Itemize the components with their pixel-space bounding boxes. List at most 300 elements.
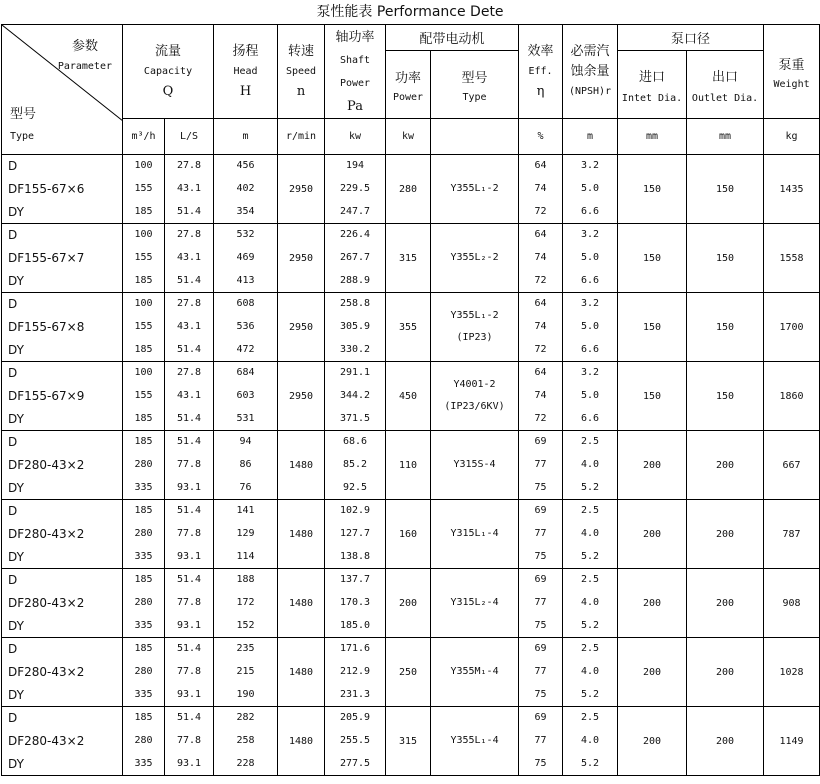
weight-cell: 1700 xyxy=(764,293,820,362)
head-cell-value: 190 xyxy=(236,688,255,700)
npsh-cell xyxy=(563,431,618,500)
flow-ls-cell-value: 93.1 xyxy=(176,481,202,493)
flow-ls-cell-value: 43.1 xyxy=(176,182,202,194)
eff-cell xyxy=(519,500,563,569)
npsh-cell-value: 6.6 xyxy=(581,343,600,355)
flow-ls-cell xyxy=(165,362,214,431)
npsh-cell-value: 5.0 xyxy=(581,389,600,401)
flow-m3h-cell-value: 185 xyxy=(134,643,153,655)
mtype-cell xyxy=(431,707,519,776)
outlet-header: 出口 Outlet Dia. xyxy=(687,51,764,119)
weight-cell: 1558 xyxy=(764,224,820,293)
flow-ls-cell xyxy=(165,500,214,569)
motor-header: 配带电动机 xyxy=(386,25,519,51)
mtype-value: (IP23) xyxy=(456,332,493,343)
flow-header: 流量 Capacity Q xyxy=(123,25,214,119)
eff-cell-value: 69 xyxy=(534,436,547,448)
npsh-cell-value: 3.2 xyxy=(581,367,600,379)
shaft-cell-value: 85.2 xyxy=(342,458,368,470)
eff-cell-value: 72 xyxy=(534,274,547,286)
performance-table xyxy=(1,24,820,776)
speed-cell: 1480 xyxy=(278,431,325,500)
eff-cell-value: 74 xyxy=(534,182,547,194)
model-cell-value: D xyxy=(8,504,18,519)
mpower-cell: 450 xyxy=(386,362,431,431)
outlet-cell: 200 xyxy=(687,569,764,638)
flow-ls-cell-value: 43.1 xyxy=(176,251,202,263)
npsh-cell-value: 5.0 xyxy=(581,251,600,263)
flow-ls-cell xyxy=(165,569,214,638)
npsh-cell-value: 6.6 xyxy=(581,412,600,424)
flow-ls-cell-value: 77.8 xyxy=(176,734,202,746)
mtype-cell xyxy=(431,431,519,500)
shaft-cell-value: 138.8 xyxy=(339,550,371,562)
mtype-value: Y355L₁-2 xyxy=(450,310,499,321)
head-cell-value: 114 xyxy=(236,550,255,562)
npsh-cell-value: 3.2 xyxy=(581,160,600,172)
inlet-cell: 150 xyxy=(618,224,687,293)
head-cell-value: 354 xyxy=(236,205,255,217)
model-cell-value: D xyxy=(8,573,18,588)
model-cell-value: DF155-67×6 xyxy=(8,181,85,196)
head-cell-value: 86 xyxy=(239,458,252,470)
unit-flow-m3h: m³/h xyxy=(123,119,165,155)
speed-cell: 2950 xyxy=(278,362,325,431)
speed-cell: 2950 xyxy=(278,224,325,293)
model-cell xyxy=(2,707,123,776)
flow-ls-cell-value: 43.1 xyxy=(176,389,202,401)
npsh-cell-value: 6.6 xyxy=(581,274,600,286)
model-cell-value: DF280-43×2 xyxy=(8,664,85,679)
model-en: Type xyxy=(10,131,35,142)
flow-ls-cell-value: 77.8 xyxy=(176,665,202,677)
weight-cell: 1860 xyxy=(764,362,820,431)
npsh-cell xyxy=(563,293,618,362)
unit-speed: r/min xyxy=(278,119,325,155)
mtype-cell xyxy=(431,224,519,293)
inlet-cell: 150 xyxy=(618,362,687,431)
model-cell-value: D xyxy=(8,711,18,726)
npsh-cell xyxy=(563,362,618,431)
flow-m3h-cell-value: 155 xyxy=(134,320,153,332)
head-cell-value: 402 xyxy=(236,182,255,194)
shaft-cell-value: 291.1 xyxy=(339,367,371,379)
head-header: 扬程 Head H xyxy=(214,25,278,119)
outlet-cell: 200 xyxy=(687,431,764,500)
head-cell-value: 472 xyxy=(236,343,255,355)
eff-cell-value: 69 xyxy=(534,712,547,724)
flow-ls-cell-value: 51.4 xyxy=(176,343,202,355)
head-cell-value: 456 xyxy=(236,160,255,172)
eff-cell-value: 75 xyxy=(534,619,547,631)
unit-mpower: kw xyxy=(386,119,431,155)
head-cell xyxy=(214,362,278,431)
flow-m3h-cell-value: 335 xyxy=(134,550,153,562)
shaft-cell-value: 231.3 xyxy=(339,688,371,700)
npsh-cell-value: 5.2 xyxy=(581,688,600,700)
flow-m3h-cell-value: 185 xyxy=(134,274,153,286)
shaft-cell-value: 68.6 xyxy=(342,436,368,448)
npsh-cell-value: 5.2 xyxy=(581,619,600,631)
eff-cell-value: 64 xyxy=(534,160,547,172)
flow-m3h-cell-value: 280 xyxy=(134,458,153,470)
head-cell-value: 469 xyxy=(236,251,255,263)
flow-m3h-cell-value: 155 xyxy=(134,182,153,194)
flow-m3h-cell xyxy=(123,569,165,638)
npsh-cell-value: 5.2 xyxy=(581,550,600,562)
shaft-cell-value: 247.7 xyxy=(339,205,371,217)
eff-cell xyxy=(519,293,563,362)
model-cell-value: D xyxy=(8,435,18,450)
shaft-cell-value: 92.5 xyxy=(342,481,368,493)
flow-ls-cell-value: 43.1 xyxy=(176,320,202,332)
flow-ls-cell-value: 77.8 xyxy=(176,458,202,470)
npsh-cell-value: 6.6 xyxy=(581,205,600,217)
unit-mtype xyxy=(431,119,519,155)
weight-cell: 1149 xyxy=(764,707,820,776)
flow-m3h-cell-value: 335 xyxy=(134,481,153,493)
eff-cell-value: 72 xyxy=(534,412,547,424)
flow-ls-cell-value: 51.4 xyxy=(176,574,202,586)
flow-m3h-cell xyxy=(123,362,165,431)
table-row xyxy=(2,638,820,707)
model-cell-value: DY xyxy=(8,687,24,702)
outlet-cell: 150 xyxy=(687,155,764,224)
mtype-cell xyxy=(431,155,519,224)
flow-m3h-cell xyxy=(123,500,165,569)
mtype-value: Y4001-2 xyxy=(453,379,496,390)
eff-cell-value: 77 xyxy=(534,527,547,539)
model-cell-value: DF155-67×9 xyxy=(8,388,85,403)
head-cell-value: 413 xyxy=(236,274,255,286)
flow-m3h-cell-value: 335 xyxy=(134,619,153,631)
flow-m3h-cell-value: 280 xyxy=(134,665,153,677)
speed-cell: 2950 xyxy=(278,155,325,224)
table-row xyxy=(2,362,820,431)
head-cell-value: 228 xyxy=(236,757,255,769)
model-cell-value: DY xyxy=(8,549,24,564)
model-cell-value: DF280-43×2 xyxy=(8,595,85,610)
head-cell-value: 282 xyxy=(236,712,255,724)
flow-ls-cell-value: 51.4 xyxy=(176,205,202,217)
shaft-cell-value: 194 xyxy=(345,160,365,172)
unit-weight: kg xyxy=(764,119,820,155)
mpower-cell: 315 xyxy=(386,224,431,293)
npsh-cell-value: 2.5 xyxy=(581,505,600,517)
outlet-cell: 200 xyxy=(687,500,764,569)
mtype-value: Y315L₁-4 xyxy=(450,528,499,539)
npsh-cell xyxy=(563,224,618,293)
port-header: 泵口径 xyxy=(618,25,764,51)
eff-header: 效率 Eff. η xyxy=(519,25,563,119)
model-cell xyxy=(2,500,123,569)
flow-m3h-cell xyxy=(123,707,165,776)
shaft-cell-value: 102.9 xyxy=(339,505,371,517)
flow-ls-cell xyxy=(165,431,214,500)
flow-m3h-cell-value: 155 xyxy=(134,389,153,401)
eff-cell-value: 77 xyxy=(534,458,547,470)
speed-cell: 1480 xyxy=(278,707,325,776)
flow-ls-cell xyxy=(165,155,214,224)
model-cell-value: DF280-43×2 xyxy=(8,457,85,472)
mpower-cell: 355 xyxy=(386,293,431,362)
head-cell-value: 94 xyxy=(239,436,252,448)
eff-cell xyxy=(519,362,563,431)
model-cell-value: DF155-67×8 xyxy=(8,319,85,334)
eff-cell-value: 64 xyxy=(534,229,547,241)
npsh-cell-value: 4.0 xyxy=(581,458,600,470)
unit-head: m xyxy=(214,119,278,155)
npsh-cell-value: 4.0 xyxy=(581,596,600,608)
flow-ls-cell-value: 93.1 xyxy=(176,688,202,700)
flow-ls-cell xyxy=(165,293,214,362)
flow-ls-cell-value: 93.1 xyxy=(176,619,202,631)
weight-header: 泵重 Weight xyxy=(764,25,820,119)
shaft-cell-value: 127.7 xyxy=(339,527,371,539)
page-title: 泵性能表 Performance Dete xyxy=(316,4,504,20)
model-cell xyxy=(2,293,123,362)
shaft-cell-value: 344.2 xyxy=(339,389,371,401)
npsh-cell xyxy=(563,707,618,776)
flow-m3h-cell-value: 185 xyxy=(134,712,153,724)
speed-cell: 1480 xyxy=(278,500,325,569)
inlet-cell: 150 xyxy=(618,293,687,362)
npsh-cell xyxy=(563,638,618,707)
mtype-cell xyxy=(431,638,519,707)
flow-m3h-cell xyxy=(123,224,165,293)
mtype-value: Y355M₁-4 xyxy=(450,666,499,677)
unit-npsh: m xyxy=(563,119,618,155)
flow-m3h-cell xyxy=(123,293,165,362)
model-cell-value: D xyxy=(8,297,18,312)
npsh-cell-value: 5.0 xyxy=(581,320,600,332)
shaft-cell xyxy=(325,224,386,293)
head-cell xyxy=(214,500,278,569)
model-cell xyxy=(2,362,123,431)
shaft-cell-value: 255.5 xyxy=(339,734,371,746)
inlet-cell: 150 xyxy=(618,155,687,224)
eff-cell-value: 77 xyxy=(534,596,547,608)
model-cell xyxy=(2,569,123,638)
speed-cell: 1480 xyxy=(278,638,325,707)
mtype-value: (IP23/6KV) xyxy=(444,401,505,412)
head-cell-value: 258 xyxy=(236,734,255,746)
flow-m3h-cell-value: 155 xyxy=(134,251,153,263)
outlet-cell: 150 xyxy=(687,224,764,293)
model-cell-value: DF280-43×2 xyxy=(8,526,85,541)
head-cell xyxy=(214,638,278,707)
mpower-cell: 160 xyxy=(386,500,431,569)
npsh-cell xyxy=(563,569,618,638)
shaft-cell-value: 371.5 xyxy=(339,412,371,424)
mtype-value: Y315L₂-4 xyxy=(450,597,499,608)
flow-m3h-cell-value: 100 xyxy=(134,367,153,379)
inlet-cell: 200 xyxy=(618,707,687,776)
eff-cell-value: 75 xyxy=(534,550,547,562)
mtype-cell xyxy=(431,500,519,569)
npsh-cell xyxy=(563,155,618,224)
eff-cell xyxy=(519,155,563,224)
head-cell xyxy=(214,431,278,500)
mtype-cell xyxy=(431,362,519,431)
model-cell-value: DY xyxy=(8,411,24,426)
eff-cell-value: 74 xyxy=(534,389,547,401)
flow-ls-cell-value: 77.8 xyxy=(176,596,202,608)
head-cell-value: 536 xyxy=(236,320,255,332)
flow-m3h-cell-value: 335 xyxy=(134,688,153,700)
head-cell-value: 608 xyxy=(236,298,255,310)
model-cell-value: DY xyxy=(8,480,24,495)
table-row xyxy=(2,500,820,569)
model-cell xyxy=(2,431,123,500)
flow-m3h-cell-value: 185 xyxy=(134,436,153,448)
eff-cell xyxy=(519,707,563,776)
shaft-cell xyxy=(325,638,386,707)
unit-eff: % xyxy=(519,119,563,155)
eff-cell-value: 72 xyxy=(534,205,547,217)
flow-ls-cell-value: 93.1 xyxy=(176,550,202,562)
eff-cell xyxy=(519,638,563,707)
npsh-cell-value: 3.2 xyxy=(581,229,600,241)
model-cell-value: D xyxy=(8,228,18,243)
header-row-1 xyxy=(2,25,820,51)
eff-cell-value: 74 xyxy=(534,251,547,263)
unit-inlet: mm xyxy=(618,119,687,155)
table-row xyxy=(2,431,820,500)
outlet-cell: 150 xyxy=(687,362,764,431)
head-cell-value: 141 xyxy=(236,505,255,517)
npsh-cell-value: 4.0 xyxy=(581,527,600,539)
eff-cell-value: 74 xyxy=(534,320,547,332)
shaft-cell xyxy=(325,293,386,362)
shaft-cell-value: 226.4 xyxy=(339,229,371,241)
shaft-cell xyxy=(325,155,386,224)
flow-ls-cell-value: 27.8 xyxy=(176,298,202,310)
head-cell-value: 684 xyxy=(236,367,255,379)
npsh-cell-value: 4.0 xyxy=(581,734,600,746)
eff-cell-value: 69 xyxy=(534,574,547,586)
eff-cell-value: 69 xyxy=(534,643,547,655)
inlet-header: 进口 Intet Dia. xyxy=(618,51,687,119)
flow-ls-cell-value: 27.8 xyxy=(176,160,202,172)
head-cell-value: 152 xyxy=(236,619,255,631)
eff-cell-value: 72 xyxy=(534,343,547,355)
shaft-cell-value: 170.3 xyxy=(339,596,371,608)
flow-ls-cell-value: 51.4 xyxy=(176,436,202,448)
flow-ls-cell-value: 51.4 xyxy=(176,412,202,424)
npsh-header: 必需汽 蚀余量 (NPSH)r xyxy=(563,25,618,119)
head-cell-value: 172 xyxy=(236,596,255,608)
flow-m3h-cell xyxy=(123,155,165,224)
shaft-cell-value: 258.8 xyxy=(339,298,371,310)
model-cell-value: DY xyxy=(8,618,24,633)
eff-cell xyxy=(519,224,563,293)
weight-cell: 908 xyxy=(764,569,820,638)
model-cell-value: DY xyxy=(8,273,24,288)
head-cell-value: 76 xyxy=(239,481,252,493)
inlet-cell: 200 xyxy=(618,500,687,569)
diagonal-header-cell xyxy=(2,25,123,155)
flow-m3h-cell-value: 280 xyxy=(134,527,153,539)
mpower-header: 功率 Power xyxy=(386,51,431,119)
eff-cell-value: 75 xyxy=(534,688,547,700)
inlet-cell: 200 xyxy=(618,638,687,707)
eff-cell xyxy=(519,431,563,500)
shaft-cell-value: 330.2 xyxy=(339,343,371,355)
table-row xyxy=(2,224,820,293)
model-cell-value: D xyxy=(8,642,18,657)
eff-cell-value: 77 xyxy=(534,665,547,677)
head-cell-value: 188 xyxy=(236,574,255,586)
mpower-cell: 200 xyxy=(386,569,431,638)
flow-ls-cell-value: 51.4 xyxy=(176,712,202,724)
shaft-cell-value: 288.9 xyxy=(339,274,371,286)
head-cell xyxy=(214,155,278,224)
flow-m3h-cell-value: 100 xyxy=(134,229,153,241)
npsh-cell-value: 2.5 xyxy=(581,574,600,586)
head-cell xyxy=(214,224,278,293)
speed-cell: 2950 xyxy=(278,293,325,362)
flow-ls-cell xyxy=(165,638,214,707)
model-cell-value: DY xyxy=(8,342,24,357)
flow-m3h-cell-value: 185 xyxy=(134,343,153,355)
model-cell xyxy=(2,638,123,707)
head-cell xyxy=(214,707,278,776)
mtype-value: Y355L₁-2 xyxy=(450,183,499,194)
head-cell xyxy=(214,293,278,362)
table-row xyxy=(2,707,820,776)
eff-cell xyxy=(519,569,563,638)
mtype-value: Y355L₁-4 xyxy=(450,735,499,746)
mtype-value: Y315S-4 xyxy=(453,459,496,470)
mtype-value: Y355L₂-2 xyxy=(450,252,499,263)
flow-ls-cell-value: 51.4 xyxy=(176,274,202,286)
table-row xyxy=(2,155,820,224)
param-zh: 参数 xyxy=(71,39,98,54)
flow-m3h-cell-value: 100 xyxy=(134,298,153,310)
npsh-cell-value: 2.5 xyxy=(581,436,600,448)
flow-m3h-cell-value: 280 xyxy=(134,596,153,608)
mtype-cell xyxy=(431,293,519,362)
shaft-cell xyxy=(325,500,386,569)
flow-ls-cell-value: 27.8 xyxy=(176,367,202,379)
npsh-cell-value: 3.2 xyxy=(581,298,600,310)
eff-cell-value: 69 xyxy=(534,505,547,517)
eff-cell-value: 64 xyxy=(534,367,547,379)
mpower-cell: 315 xyxy=(386,707,431,776)
mtype-cell xyxy=(431,569,519,638)
shaft-cell-value: 277.5 xyxy=(339,757,371,769)
npsh-cell-value: 5.2 xyxy=(581,481,600,493)
flow-m3h-cell xyxy=(123,638,165,707)
flow-m3h-cell-value: 280 xyxy=(134,734,153,746)
shaft-cell-value: 267.7 xyxy=(339,251,371,263)
flow-ls-cell-value: 51.4 xyxy=(176,643,202,655)
table-row xyxy=(2,293,820,362)
shaft-cell-value: 229.5 xyxy=(339,182,371,194)
shaft-cell-value: 305.9 xyxy=(339,320,371,332)
eff-cell-value: 64 xyxy=(534,298,547,310)
inlet-cell: 200 xyxy=(618,431,687,500)
shaft-cell-value: 137.7 xyxy=(339,574,371,586)
shaft-cell-value: 185.0 xyxy=(339,619,371,631)
speed-header: 转速 Speed n xyxy=(278,25,325,119)
model-cell-value: DF155-67×7 xyxy=(8,250,85,265)
shaft-header: 轴功率 Shaft Power Pa xyxy=(325,25,386,119)
outlet-cell: 150 xyxy=(687,293,764,362)
flow-m3h-cell xyxy=(123,431,165,500)
head-cell-value: 531 xyxy=(236,412,255,424)
